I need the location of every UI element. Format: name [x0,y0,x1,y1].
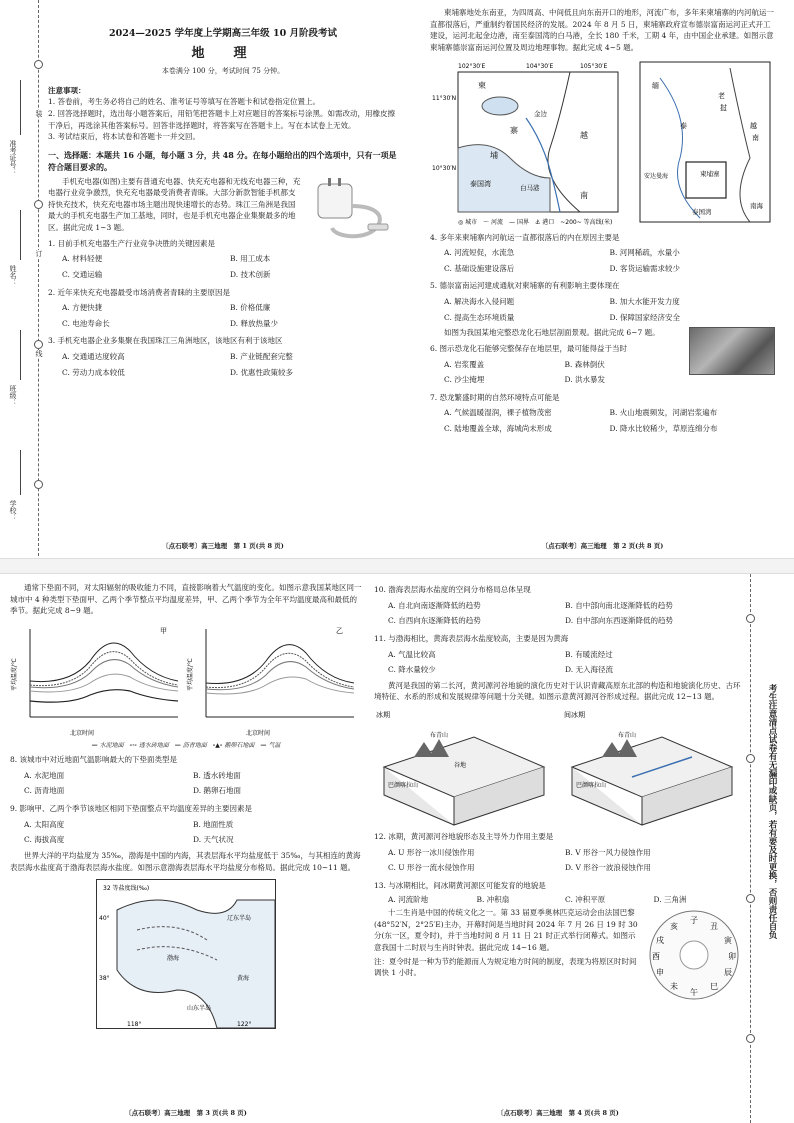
question-stem: 8. 该城市中对近地面气温影响最大的下垫面类型是 [10,755,178,765]
option[interactable]: A. 水泥地面 [24,770,65,780]
question-stem: 12. 冰期，黄河源河谷地貌形态及主导外力作用主要是 [374,832,554,841]
option[interactable]: C. 降水量较少 [388,665,436,675]
option[interactable]: B. 有暖流经过 [565,649,613,659]
map-text: 黄海 [237,975,250,983]
map-sea: 泰国湾 [470,179,491,188]
zodiac-char: 亥 [670,922,678,932]
map-text: 越 [580,130,588,140]
zodiac-char: 辰 [724,968,732,978]
question-stem: 1. 目前手机充电器生产行业竞争决胜的关键因素是 [48,238,216,248]
option[interactable]: C. 冲积平原 [565,894,606,904]
option[interactable]: C. 交通运输 [62,269,103,279]
question-stem: 13. 与冰期相比，间冰期黄河源区可能发育的地貌是 [374,880,546,890]
question-stem: 9. 影响甲、乙两个季节该地区相同下垫面整点平均温度差异的主要因素是 [10,804,253,814]
legend-item: -▲- 鹅卵石地面 [212,741,255,749]
legend-item: -·- 透水砖地面 [129,741,169,749]
page-4 [374,580,742,1120]
option[interactable]: B. 火山地震频发，河湖岩浆遍布 [609,408,718,418]
map-lon-label: 104°30′E [526,62,554,70]
binding-hole [746,614,755,623]
map-text: 南 [580,190,588,200]
question-stem: 10. 渤海表层海水盐度的空间分布格局总体呈现 [374,585,531,594]
zodiac-char: 子 [690,916,698,926]
notice-title: 注意事项： [48,85,86,95]
option[interactable]: B. 用工成本 [230,254,271,264]
map-text: 山东半岛 [187,1005,212,1013]
region-label: 老 [718,91,725,100]
question-stem: 4. 多年来柬埔寨内河航运一直都很落后的内在原因主要是 [430,232,620,242]
option[interactable]: D. 天气状况 [193,835,234,845]
option[interactable]: A. 河流阶地 [388,894,429,904]
option[interactable]: C. U 形谷一流水侵蚀作用 [388,863,475,873]
exam-title: 2024—2025 学年度上学期高三年级 10 月阶段考试 [108,28,338,39]
map-lon-label: 102°30′E [458,62,486,70]
region-label: 南海 [750,201,763,210]
option[interactable]: D. 优惠性政策较多 [230,367,294,377]
region-label: 南 [752,133,759,142]
map-lat-label: 10°30′N [432,164,457,172]
legend-item: — 气温 [260,741,281,749]
zodiac-char: 卯 [728,952,736,962]
diagram-label: 间冰期 [564,711,585,719]
notice-item: 3. 考试结束后，将本试卷和答题卡一并交回。 [48,132,201,142]
chart-xlabel: 北京时间 [246,729,271,737]
option[interactable]: C. 劳动力成本较低 [62,367,125,377]
option[interactable]: A. 气温比较高 [388,649,436,659]
page-3 [10,580,362,1120]
school-line[interactable] [20,450,21,495]
chart-label: 乙 [336,626,343,635]
exam-subject: 地 理 [191,45,255,61]
zodiac-char: 申 [656,968,664,978]
temperature-charts [10,621,362,739]
option[interactable]: B. 自中部向南北逐渐降低的趋势 [565,600,673,610]
chart-ylabel: 平均温度/℃ [11,658,18,691]
binding-hole [34,340,43,349]
option[interactable]: D. 无入海径流 [565,665,614,675]
option[interactable]: B. 透水砖地面 [193,770,241,780]
legend-item: — 沥青地面 [174,741,207,749]
option[interactable]: C. 基础设施建设落后 [444,263,515,273]
option[interactable]: D. 降水比较稀少，草原连绵分布 [609,424,718,433]
map-lon: 122° [237,1021,252,1029]
option[interactable]: A. 太阳高度 [24,819,65,829]
binding-hole [746,1034,755,1043]
option[interactable]: A. 材料轻便 [62,254,103,264]
option[interactable]: C. 海拔高度 [24,835,65,845]
option[interactable]: A. 交通通达度较高 [62,352,125,362]
binding-hole [746,754,755,763]
map-city: 金边 [534,109,547,118]
option[interactable]: B. 森林倒伏 [564,359,605,369]
chart-jia [10,621,182,739]
page-divider [0,558,794,574]
region-label: 越 [750,121,757,130]
option[interactable]: C. 自西向东逐渐降低的趋势 [388,616,481,626]
question-stem: 6. 图示恐龙化石能够完整保存在地层里，最可能得益于当时 [430,343,628,353]
zodiac-char: 酉 [652,952,660,962]
cambodia-canal-map [430,58,775,228]
diagram-label: 冰期 [376,711,390,719]
option[interactable]: D. 三角洲 [653,894,687,904]
page-2 [430,5,775,553]
exam-meta: 本卷满分 100 分，考试时间 75 分钟。 [161,66,285,75]
map-lat: 38° [99,975,110,983]
option[interactable]: D. 洪水暴发 [564,375,606,385]
page-footer: 〔点石联考〕高三地理 第 4 页(共 8 页) [497,1108,619,1117]
binding-hole [34,60,43,69]
chart-label: 甲 [160,626,167,635]
question-stem: 11. 与渤海相比，黄海表层海水盐度较高，主要是因为黄海 [374,633,569,643]
question-stem: 5. 德崇富南运河建成通航对柬埔寨的有利影响主要体现在 [430,281,620,291]
binding-notice: 考生注意清点试卷有无漏印或缺页，若有要及时更换，否则责任自负 [767,684,777,939]
diagram-label: 巴颜喀拉山 [388,782,419,789]
right-binding [744,574,794,1123]
option[interactable]: A. 方便快捷 [62,303,103,313]
section-heading: 一、选择题：本题共 16 小题，每小题 3 分，共 48 分。在每小题给出的四个选项中，只有一项是符合题目要求的。 [48,149,397,173]
map-text: 埔 [490,150,498,160]
name-label: 姓名： [9,265,17,286]
region-label: 泰国湾 [692,207,712,216]
class-label: 班级： [9,385,17,406]
intro-paragraph: 世界大洋的平均盐度为 35‰，渤海是中国的内海，其表层海水平均盐度低于 35‰，与其相连的黄海表层海水盐度高于渤海表层海水盐度。如图示意渤海表层海水平均盐度分布格局。据此完成 10~11 题。 [10,850,361,872]
binding-dashed-line [38,0,39,556]
option[interactable]: B. 河网稀疏，水量小 [609,248,680,258]
option[interactable]: A. 气候温暖湿润，裸子植物茂密 [444,408,552,418]
name-line[interactable] [20,210,21,260]
option[interactable]: D. V 形谷一波浪侵蚀作用 [565,863,651,873]
binding-mark: 线 [35,350,43,357]
option[interactable]: D. 释放热量少 [230,318,279,328]
binding-mark: 装 [35,110,43,117]
option[interactable]: A. 自北向南逐渐降低的趋势 [388,600,481,610]
option[interactable]: A. U 形谷一冰川侵蚀作用 [388,847,475,857]
zodiac-char: 巳 [710,982,718,992]
map-lon-label: 105°30′E [580,62,608,70]
notice-item: 2. 回答选择题时，选出每小题答案后，用铅笔把答题卡上对应题目的答案标号涂黑。如需改动，用橡皮擦干净后，再选涂其他答案标号。回答非选择题时，将答案写在答题卡上。写在本试卷上无效。 [48,108,396,130]
map-legend: 32 等盐度线(‰) [103,885,150,893]
diagram-label: 谷地 [454,762,467,769]
school-label: 学校： [9,500,17,521]
left-binding [0,0,46,556]
option[interactable]: D. 技术创新 [230,269,271,279]
map-lat: 40° [99,915,110,923]
option[interactable]: B. 冲积扇 [476,894,510,904]
option[interactable]: A. 河流短促，水流急 [444,248,515,258]
intro-paragraph: 如图为我国某地完整恐龙化石地层剖面景观。据此完成 6~7 题。 [444,328,660,338]
page-1 [48,5,398,553]
question-stem: 2. 近年来快充充电器最受市场消费者青睐的主要原因是 [48,287,231,297]
map-legend: ◎ 城市 ～ 河流 — 国界 ⚓ 港口 ~200~ 等高线(米) [458,218,613,226]
yellow-river-valley-diagram [374,707,742,827]
notice-item: 1. 答卷前，考生务必将自己的姓名、准考证号等填写在答题卡和试卷指定位置上。 [48,97,321,107]
map-text: 寨 [510,125,518,135]
option[interactable]: B. 加大水能开发力度 [609,297,680,306]
zodiac-char: 戌 [656,936,664,946]
option[interactable]: B. V 形谷一风力侵蚀作用 [565,847,651,857]
option[interactable]: B. 价格低廉 [230,303,271,313]
intro-paragraph: 通常下垫面不同，对太阳辐射的吸收能力不同，直接影响着大气温度的变化。如图示意我国某地区同一城市中 4 种类型下垫面甲、乙两个季节整点平均温度差异，甲、乙两个季节为全年平均温度最高和最低的季节。据此完成 8~9 题。 [10,583,362,616]
exam-number-line[interactable] [20,80,21,135]
zodiac-char: 未 [670,982,678,992]
region-label: 安达曼海 [644,172,669,180]
question-stem: 7. 恐龙繁盛时期的自然环境特点可能是 [430,392,560,402]
chart-ylabel: 平均温度/℃ [187,658,194,691]
option[interactable]: C. 电池寿命长 [62,318,110,328]
charger-image [306,176,398,248]
diagram-label: 布青山 [430,732,449,739]
zodiac-char: 寅 [724,936,732,946]
option[interactable]: A. 岩浆覆盖 [444,359,485,369]
map-text: 渤海 [167,955,180,963]
diagram-label: 布青山 [618,732,637,739]
option[interactable]: A. 解决海水入侵问题 [444,297,515,306]
option[interactable]: C. 陆地覆盖全球，海城尚未形成 [444,424,552,433]
class-line[interactable] [20,330,21,380]
region-label: 泰 [680,121,687,130]
region-label: 柬埔寨 [700,169,720,178]
chart-xlabel: 北京时间 [70,729,95,737]
option[interactable]: D. 自中部向东西逐渐降低的趋势 [565,616,674,626]
option[interactable]: D. 客货运输需求较少 [609,263,681,273]
option[interactable]: D. 保障国家经济安全 [609,312,681,322]
binding-hole [34,200,43,209]
map-lon: 118° [127,1021,142,1029]
region-label: 缅 [652,81,659,90]
map-lat-label: 11°30′N [432,94,457,102]
option[interactable]: C. 沥青地面 [24,786,65,796]
chart-yi [186,621,358,739]
binding-hole [746,894,755,903]
intro-paragraph: 十二生肖是中国的传统文化之一。第 33 届夏季奥林匹克运动会由法国巴黎(48°52′N，2°25′E)主办，开幕时间是当地时间 2024 年 7 月 26 日 19 时 30 分(东一区，夏令时)，并于当地时间 8 月 11 日 21 时正式举行闭幕式。如图示意我国十二时辰与生肖时钟表。据此完成 14~16 题。 [374,908,638,952]
binding-mark: 订 [35,250,43,257]
bohai-salinity-map [96,879,276,1029]
page-footer: 〔点石联考〕高三地理 第 3 页(共 8 页) [125,1108,247,1117]
page-footer: 〔点石联考〕高三地理 第 1 页(共 8 页) [162,541,284,550]
map-city: 白马港 [520,183,540,192]
zodiac-char: 午 [690,988,698,998]
dinosaur-fossil-photo [689,327,775,375]
zodiac-char: 丑 [710,922,718,932]
page-footer: 〔点石联考〕高三地理 第 2 页(共 8 页) [541,541,664,550]
exam-number-label: 准考证号： [9,140,17,175]
map-text: 柬 [478,80,486,90]
legend-item: — 水泥地面 [91,741,124,749]
option[interactable]: C. 沙尘掩埋 [444,375,485,385]
chart-legend [10,741,362,750]
map-text: 辽东半岛 [227,915,252,923]
option[interactable]: C. 提高生态环境质量 [444,312,515,322]
intro-paragraph: 黄河是我国的第二长河，黄河源河谷地貌的演化历史对于认识青藏高原东北部的构造和地貌演化历史、古环境特征、水系的形成和发展规律等问题十分关键。如图示意黄河源河谷形成过程。据此完成 12~13 题。 [374,680,741,702]
intro-paragraph: 柬埔寨地处东南亚，为四周高、中间低且向东南开口的地形，河流广布，多年来柬埔寨的内河航运一直都很落后，严重制约着国民经济的发展。2024 年 8 月 5 日，柬埔寨政府宣布德崇富南运河正式开工建设，运河北起金边港，南至泰国湾的白马港，全长 180 千米，工期 4 年，由中国企业承建。如图示意柬埔寨德崇富南运河位置及周边地理事物。据此完成 4~5 题。 [430,8,774,52]
option[interactable]: B. 产业链配套完整 [230,352,293,362]
option[interactable]: B. 地面性质 [193,819,234,829]
diagram-label: 巴颜喀拉山 [576,782,607,789]
option[interactable]: D. 鹅卵石地面 [193,786,242,796]
note: 注：夏令时是一种为节约能源而人为规定地方时间的制度，表现为将原区时时间调快 1 小时。 [374,956,637,978]
region-label: 挝 [720,103,727,112]
zodiac-clock-image [646,907,742,1003]
question-stem: 3. 手机充电器企业多集聚在我国珠江三角洲地区，该地区有利于该地区 [48,336,283,346]
binding-hole [34,480,43,489]
intro-paragraph: 手机充电器(如图)主要有普通充电器、快充充电器和无线充电器三种，充电器行业竞争激烈，快充充电器最受消费者青睐。大部分新款智能手机都支持快充技术，快充充电器市场主题出现快速增长的态势。珠江三角洲是我国最大的手机充电器生产加工基地，同时，也是手机充电器企业集聚最多的地区。据此完成 1~3 题。 [48,176,301,233]
